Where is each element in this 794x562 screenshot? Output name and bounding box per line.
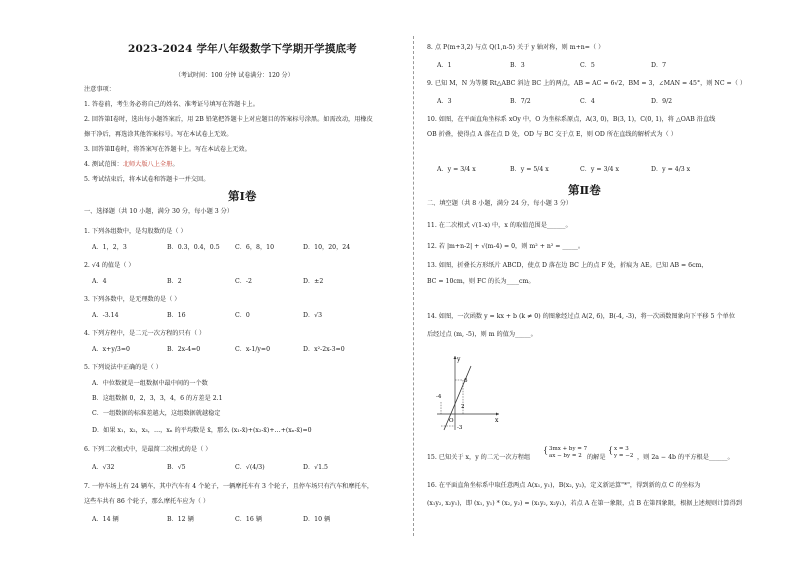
q2-c: C．-2	[235, 278, 252, 285]
q15-intro: 15. 已知关于 x，y 的二元一次方程组	[427, 454, 531, 461]
q12-text: 12. 若 |m+n-2| + √(m-4) = 0，则 m² + n² = _____。	[427, 243, 585, 250]
q2-d: D．±2	[303, 278, 324, 285]
origin-label: O	[449, 418, 454, 424]
q6-c: C．√(4/3)	[235, 464, 265, 471]
q9-b: B．7/2	[510, 98, 531, 105]
tick-minus3: -3	[457, 425, 463, 431]
q7-c: C．16 辆	[235, 516, 262, 523]
q1-c: C．6，8，10	[235, 244, 275, 251]
q6-b: B．√5	[167, 464, 186, 471]
exam-meta: （考试时间：100 分钟 试卷满分：120 分）	[175, 72, 294, 79]
tick-2: 2	[461, 404, 465, 410]
q4-c: C．x-1/y=0	[235, 346, 271, 353]
column-divider	[413, 36, 414, 536]
note-5: 5. 考试结束后，将本试卷和答题卡一并交回。	[84, 176, 210, 183]
q7-d: D．10 辆	[303, 516, 331, 523]
q15-system	[549, 446, 587, 460]
part-2-label: 第Ⅱ卷	[568, 183, 601, 197]
q6-d: D．√1.5	[303, 464, 328, 471]
q15-end: ，则 2a − 4b 的平方根是______。	[637, 454, 734, 461]
note-3: 3. 回答第Ⅱ卷时，将答案写在答题卡上。写在本试卷上无效。	[84, 146, 251, 153]
q10-stem-1: 10. 如图，在平面直角坐标系 xOy 中，O 为坐标系原点，A(3, 0)，B(3, 1)，C(0, 1)，将 △OAB 沿直线	[427, 116, 716, 123]
q11-text: 11. 在二次根式 √(1-x) 中，x 的取值范围是______。	[427, 222, 572, 229]
q10-d: D．y = 4/3 x	[651, 166, 691, 173]
note-4	[84, 161, 179, 169]
q2-b: B．2	[167, 278, 182, 285]
q8-b: B．3	[510, 62, 525, 69]
q5-c: C．一组数据的标准差越大，这组数据就越稳定	[92, 410, 221, 417]
q9-d: D．9/2	[651, 98, 673, 105]
q8-c: C．5	[580, 62, 595, 69]
notes-heading: 注意事项：	[84, 86, 115, 93]
page-title: 2023-2024 学年八年级数学下学期开学摸底考	[128, 43, 357, 55]
note-4-scope: 北师大版八上全册	[122, 161, 173, 168]
q3-c: C．0	[235, 312, 250, 319]
q5-a: A．中位数就是一组数据中最中间的一个数	[92, 380, 208, 387]
q8-d: D．7	[651, 62, 667, 69]
q9-stem: 9. 已知 M，N 为等腰 Rt△ABC 斜边 BC 上的两点，AB = AC = 6√2，BM = 3，∠MAN = 45°，则 NC =（ ）	[427, 80, 747, 87]
note-1: 1. 答卷前，考生务必将自己的姓名、准考证号填写在答题卡上。	[84, 101, 259, 108]
q15-sol-1: x = 3	[614, 446, 629, 452]
q7-b: B．12 辆	[167, 516, 194, 523]
q5-stem: 5. 下列说法中正确的是（ ）	[84, 364, 162, 371]
q9-c: C．4	[580, 98, 595, 105]
q1-b: B．0.3，0.4，0.5	[167, 244, 220, 251]
tick-6: 6	[464, 378, 468, 384]
q1-stem: 1. 下列各组数中，是勾股数的是（ ）	[84, 228, 187, 235]
q4-d: D．x²-2x-3=0	[303, 346, 345, 353]
section-1-heading: 一、选择题（共 10 小题，满分 30 分，每小题 3 分）	[84, 208, 234, 215]
q7-stem-1: 7. 一停车场上有 24 辆车，其中汽车有 4 个轮子，一辆摩托车有 3 个轮子，且停车场只有汽车和摩托车，	[84, 483, 374, 490]
brace-1: {	[543, 446, 549, 455]
q15-eq-2: ax − by = 2	[549, 453, 582, 459]
tick-minus4: -4	[436, 394, 442, 400]
y-label: y	[457, 356, 461, 363]
q10-b: B．y = 5/4 x	[510, 166, 549, 173]
q8-stem: 8. 点 P(m+3,2) 与点 Q(1,n-5) 关于 y 轴对称，则 m+n=（ ）	[427, 44, 605, 51]
q6-a: A．√32	[92, 464, 115, 471]
q1-a: A．1，2，3	[92, 244, 127, 251]
note-4-prefix: 4. 测试范围：	[84, 161, 123, 168]
x-axis-arrow	[496, 413, 499, 416]
section-2-heading: 二、填空题（共 8 小题，满分 24 分，每小题 3 分）	[427, 200, 573, 207]
q15-eq-1: 3mx + by = 7	[549, 446, 588, 452]
q5-d: D．如果 x₁，x₂，x₃，…，xₙ 的平均数是 x̄，那么 (x₁-x̄)+(x₂-x̄)+…+(xₙ-x̄)=0	[92, 427, 312, 434]
q10-a: A．y = 3/4 x	[437, 166, 476, 173]
q14-text-2: 后经过点 (m, -5)，则 m 的值为_____。	[427, 331, 537, 338]
q2-stem: 2. √4 的值是（ ）	[84, 262, 135, 269]
part-1-label: 第Ⅰ卷	[228, 189, 257, 203]
q4-stem: 4. 下列方程中，是二元一次方程的只有（ ）	[84, 330, 206, 337]
note-2a: 2. 回答第Ⅰ卷时，选出每小题答案后，用 2B 铅笔把答题卡上对应题目的答案标号涂黑。如需改动，用橡皮	[84, 116, 373, 123]
q15-sol-2: y = −2	[614, 453, 634, 459]
q15-solution	[614, 446, 633, 460]
q5-b: B．这组数据 0，2，3，3，4，6 的方差是 2.1	[92, 395, 223, 402]
q7-stem-2: 这些车共有 86 个轮子，那么摩托车应为（ ）	[84, 498, 210, 505]
note-4-suffix: 。	[172, 161, 179, 168]
q6-stem: 6. 下列二次根式中，是最简二次根式的是（ ）	[84, 446, 212, 453]
brace-2: {	[608, 446, 614, 455]
q10-c: C．y = 3/4 x	[580, 166, 619, 173]
q9-a: A．3	[437, 98, 452, 105]
x-label: x	[495, 417, 499, 424]
q4-b: B．2x-4=0	[167, 346, 201, 353]
q16-text-2: (x₁y₂, x₂y₁)，即 (x₁, y₁) * (x₂, y₂) = (x₁y₂, x₂y₁)，若点 A 在第一象限，点 B 在第四象限，根据上述规则计算得到	[427, 500, 742, 507]
q15-mid: 的解是	[587, 454, 606, 461]
q16-text-1: 16. 在平面直角坐标系中取任意两点 A(x₁, y₁)，B(x₂, y₂)，定义新运算"*"，得到新的点 C 的坐标为	[427, 482, 701, 489]
q13-text-2: BC = 10cm，则 FC 的长为____cm。	[427, 278, 535, 285]
q10-stem-2: OB 折叠，使得点 A 落在点 D 处，OD 与 BC 交于点 E，则 OD 所在直线的解析式为（ ）	[427, 131, 677, 138]
q8-a: A．1	[437, 62, 452, 69]
q14-graph	[433, 352, 503, 432]
note-2b: 擦干净后，再选涂其他答案标号。写在本试卷上无效。	[84, 131, 233, 138]
q1-d: D．10，20，24	[303, 244, 351, 251]
q7-a: A．14 辆	[92, 516, 119, 523]
q4-a: A．x+y/3=0	[92, 346, 130, 353]
q14-text-1: 14. 如图，一次函数 y = kx + b (k ≠ 0) 的图象经过点 A(2, 6)，B(-4, -3)，将一次函数图象向下平移 5 个单位	[427, 313, 736, 320]
q13-text-1: 13. 如图，折叠长方形纸片 ABCD，使点 D 落在边 BC 上的点 F 处，折痕为 AE。已知 AB = 6cm，	[427, 262, 708, 269]
q2-a: A．4	[92, 278, 107, 285]
q3-a: A．-3.14	[92, 312, 119, 319]
q3-d: D．√3	[303, 312, 323, 319]
q3-b: B．16	[167, 312, 186, 319]
q3-stem: 3. 下列各数中，是无理数的是（ ）	[84, 296, 181, 303]
